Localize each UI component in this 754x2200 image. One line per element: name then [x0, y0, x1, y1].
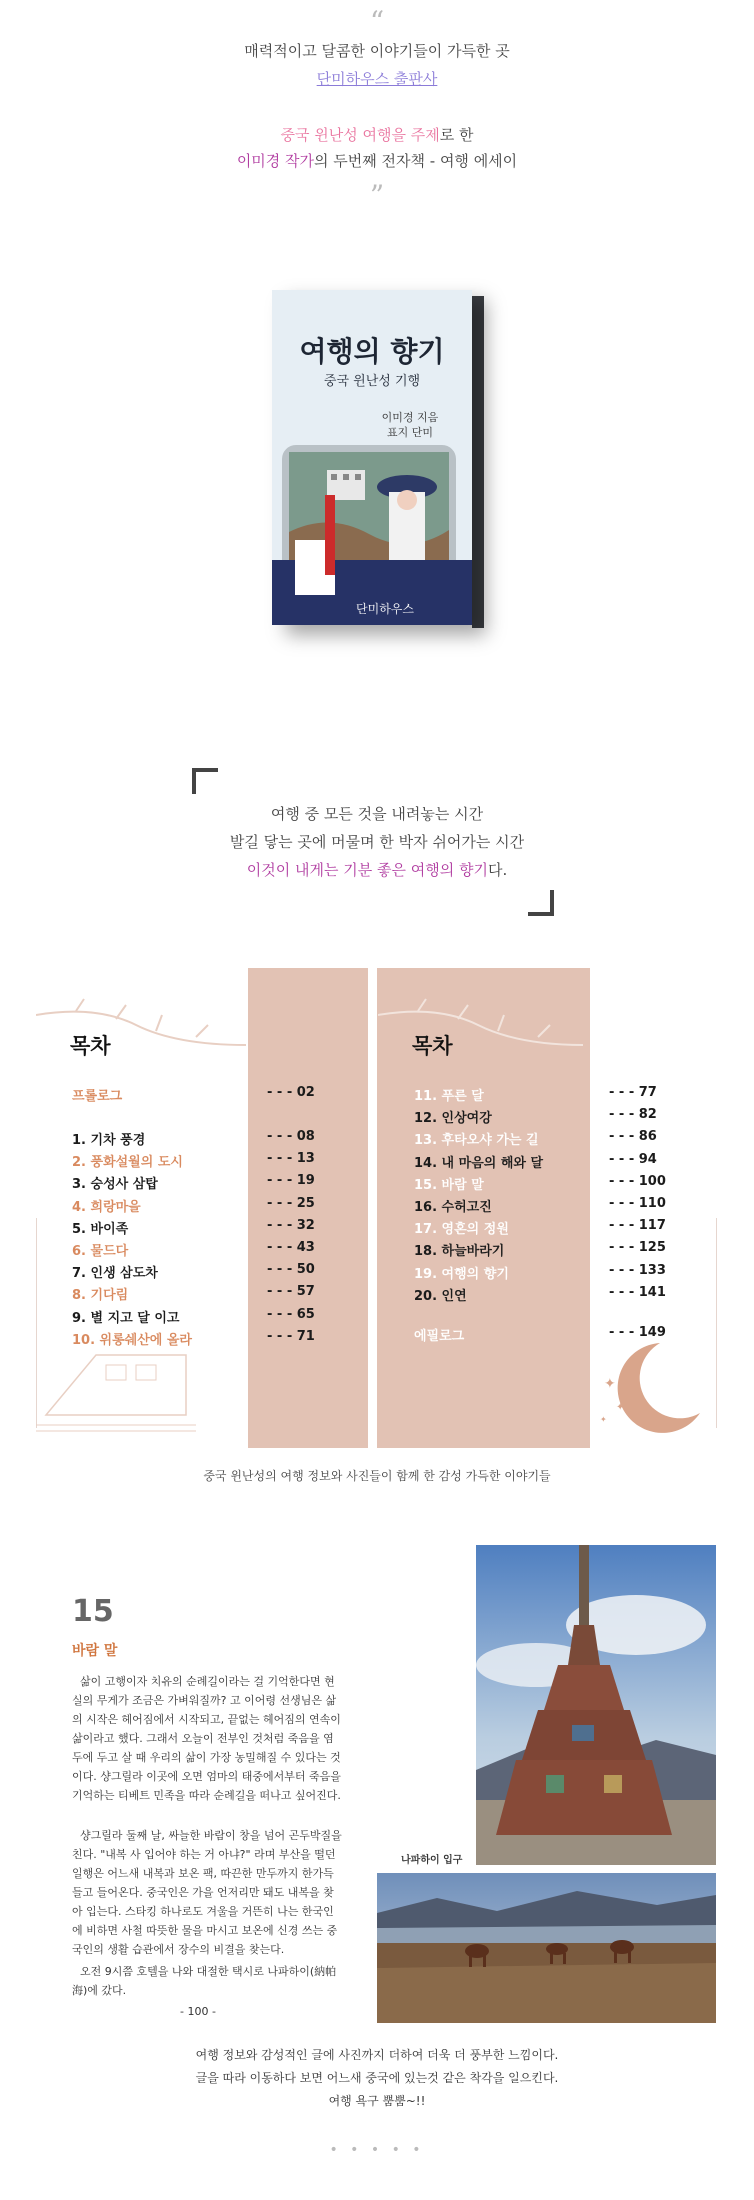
intro-line-2-rest: 로 한: [439, 126, 474, 144]
toc-item-label[interactable]: 9. 별 지고 달 이고: [72, 1310, 180, 1326]
stupa-photo: [476, 1545, 716, 1865]
toc-item-label[interactable]: 17. 영혼의 정원: [414, 1222, 509, 1238]
body-paragraph-1: 삶이 고행이자 치유의 순례길이라는 걸 기억한다면 현실의 무게가 조금은 가벼워질까? 고 이어령 선생님은 삶의 시작은 헤어짐에서 시작되고, 끝없는 헤어짐의 연속이 삶이라고 했다. 그래서 오늘이 전부인 것처럼 죽음을 염두에 두고 살 때 우리의 삶이 가장 농밀해질 수 있다는 것이다. 샹그릴라 이곳에 오면 엄마의 태중에서부터 죽음을 기억하는 티베트 민족을 따라 순례길을 떠나고 싶어진다.: [72, 1675, 341, 1802]
toc-item-page: - - - 43: [267, 1240, 315, 1255]
train-illustration: [36, 1335, 196, 1435]
body-paragraph-2: 샹그릴라 둘째 날, 싸늘한 바람이 창을 넘어 곤두박질을 친다. "내복 사 입어야 하는 거 아냐?" 라며 부산을 떨던 일행은 어느새 내복과 보온 팩, 따끈한 만두까지 한가득 들고 들어온다. 중국인은 가을 언저리만 돼도 내복을 찾아 입는다. 스타킹 하나로도 겨울을 거뜬히 나는 한국인에 비하면 사철 따뜻한 물을 마시고 보온에 신경 쓰는 중국인의 생활 습관에서 장수의 비결을 찾는다.: [72, 1829, 342, 1956]
book-spine: [472, 296, 484, 628]
toc-item-label[interactable]: 5. 바이족: [72, 1221, 129, 1237]
toc-item-label[interactable]: 18. 하늘바라기: [414, 1244, 505, 1260]
toc-caption: 중국 윈난성의 여행 정보와 사진들이 함께 한 감성 가득한 이야기들: [203, 1469, 551, 1483]
book-bottle-illustration: [325, 495, 335, 575]
intro-line-3-rest: 의 두번째 전자책 - 여행 에세이: [314, 152, 518, 170]
bracket-close-corner: [528, 890, 554, 916]
quote-line-3-highlight: 이것이 내게는 기분 좋은 여행의 향기: [246, 861, 488, 879]
intro-line-3-highlight: 이미경 작가: [236, 152, 315, 170]
toc-item-label[interactable]: 에필로그: [414, 1329, 465, 1344]
book-publisher: 단미하우스: [356, 602, 414, 616]
quote-line-3: [0, 859, 754, 880]
photo-label: 나파하이 입구: [401, 1855, 463, 1866]
toc-item-page: - - - 25: [267, 1195, 315, 1211]
toc-item-page: - - - 141: [609, 1284, 666, 1300]
toc-item-page: - - - 71: [267, 1328, 315, 1344]
branch-decoration-left: [36, 985, 256, 1075]
toc-item-label[interactable]: 6. 물드다: [72, 1244, 129, 1259]
publisher-link[interactable]: 단미하우스 출판사: [316, 70, 438, 88]
toc-item-label[interactable]: 13. 후타오샤 가는 길: [414, 1133, 539, 1149]
toc-item-label[interactable]: 4. 희랑마을: [72, 1199, 141, 1215]
toc-item-label[interactable]: 2. 풍화설월의 도시: [72, 1155, 183, 1171]
crescent-moon-icon: [600, 1338, 710, 1438]
svg-text:✦: ✦: [600, 1415, 607, 1424]
quote-line-2: 발길 닿는 곳에 머물며 한 박자 쉬어가는 시간: [229, 833, 525, 851]
toc-item-page: - - - 32: [267, 1217, 315, 1233]
toc-item-page: - - - 82: [609, 1107, 657, 1123]
pagination-dots: • • • • •: [329, 2142, 425, 2158]
toc-item-page: - - - 77: [609, 1085, 657, 1100]
body-paragraph-3: 오전 9시쯤 호텔을 나와 대절한 택시로 나파하이(納帕海)에 갔다.: [72, 1965, 337, 1997]
toc-item-label[interactable]: 16. 수허고진: [414, 1200, 492, 1215]
toc-item-label[interactable]: 8. 기다림: [72, 1288, 129, 1304]
toc-item-label[interactable]: 19. 여행의 향기: [414, 1266, 509, 1282]
book-subtitle: 중국 윈난성 기행: [323, 374, 421, 389]
book-author-block: [360, 410, 460, 440]
book-author: 이미경 지음: [381, 411, 439, 424]
toc-right-border: [716, 1218, 717, 1428]
toc-item-page: - - - 133: [609, 1262, 666, 1278]
chapter-number: 15: [72, 1594, 114, 1629]
toc-right-heading: 목차: [412, 1034, 453, 1058]
toc-item-label[interactable]: 11. 푸른 달: [414, 1089, 484, 1104]
toc-item-page: - - - 117: [609, 1218, 666, 1234]
toc-item-page: - - - 02: [267, 1085, 315, 1100]
toc-item-label[interactable]: 7. 인생 삼도차: [72, 1266, 158, 1282]
svg-text:✦: ✦: [604, 1376, 616, 1392]
toc-item-page: - - - 100: [609, 1173, 666, 1189]
quote-close-mark: ”: [369, 179, 385, 212]
intro-line-2-highlight: 중국 윈난성 여행을 주제: [280, 126, 440, 144]
intro-line-1: 매력적이고 달콤한 이야기들이 가득한 곳: [244, 42, 510, 60]
quote-line-1: 여행 중 모든 것을 내려놓는 시간: [270, 805, 484, 823]
toc-item-label[interactable]: 20. 인연: [414, 1288, 467, 1304]
toc-item-label[interactable]: 12. 인상여강: [414, 1111, 492, 1127]
toc-item-page: - - - 19: [267, 1173, 315, 1189]
toc-item-label[interactable]: 3. 숭성사 삼탑: [72, 1177, 158, 1193]
toc-item-page: - - - 13: [267, 1151, 315, 1167]
toc-item-label[interactable]: 15. 바람 말: [414, 1177, 484, 1193]
toc-item-page: - - - 57: [267, 1284, 315, 1300]
ending-line-1: 여행 정보와 감성적인 글에 사진까지 더하여 더욱 더 풍부한 느낌이다.: [195, 2048, 559, 2062]
toc-item-label[interactable]: 1. 기차 풍경: [72, 1133, 146, 1148]
toc-item-page: - - - 110: [609, 1196, 666, 1211]
toc-item-page: - - - 94: [609, 1151, 657, 1167]
bracket-open-corner: [192, 768, 218, 794]
intro-line-3: [0, 150, 754, 171]
toc-item-label[interactable]: 프롤로그: [72, 1089, 123, 1104]
book-cover-credit: 표지 단미: [386, 426, 433, 439]
toc-item-page: - - - 149: [609, 1325, 666, 1340]
svg-text:✦: ✦: [616, 1402, 625, 1413]
toc-item-page: - - - 86: [609, 1129, 657, 1145]
page-number: - 100 -: [180, 2005, 216, 2018]
ending-line-3: 여행 욕구 뿜뿜~!!: [328, 2094, 426, 2108]
intro-line-2: [0, 124, 754, 145]
chapter-title: 바람 말: [72, 1643, 118, 1659]
quote-line-3-rest: 다.: [487, 861, 508, 879]
branch-decoration-right: [378, 985, 588, 1075]
toc-item-page: - - - 08: [267, 1129, 315, 1144]
toc-item-label[interactable]: 14. 내 마음의 해와 달: [414, 1155, 544, 1171]
toc-item-page: - - - 125: [609, 1240, 666, 1256]
book-title: 여행의 향기: [299, 335, 445, 368]
toc-left-heading: 목차: [70, 1034, 111, 1058]
toc-item-label[interactable]: 10. 위롱쉐산에 올라: [72, 1332, 192, 1348]
publisher-link-row: [0, 68, 754, 89]
quote-open-mark: “: [369, 5, 385, 38]
ending-line-2: 글을 따라 이동하다 보면 어느새 중국에 있는것 같은 착각을 일으킨다.: [195, 2071, 559, 2085]
toc-item-page: - - - 65: [267, 1306, 315, 1322]
horses-photo: [377, 1873, 716, 2023]
toc-item-page: - - - 50: [267, 1262, 315, 1278]
